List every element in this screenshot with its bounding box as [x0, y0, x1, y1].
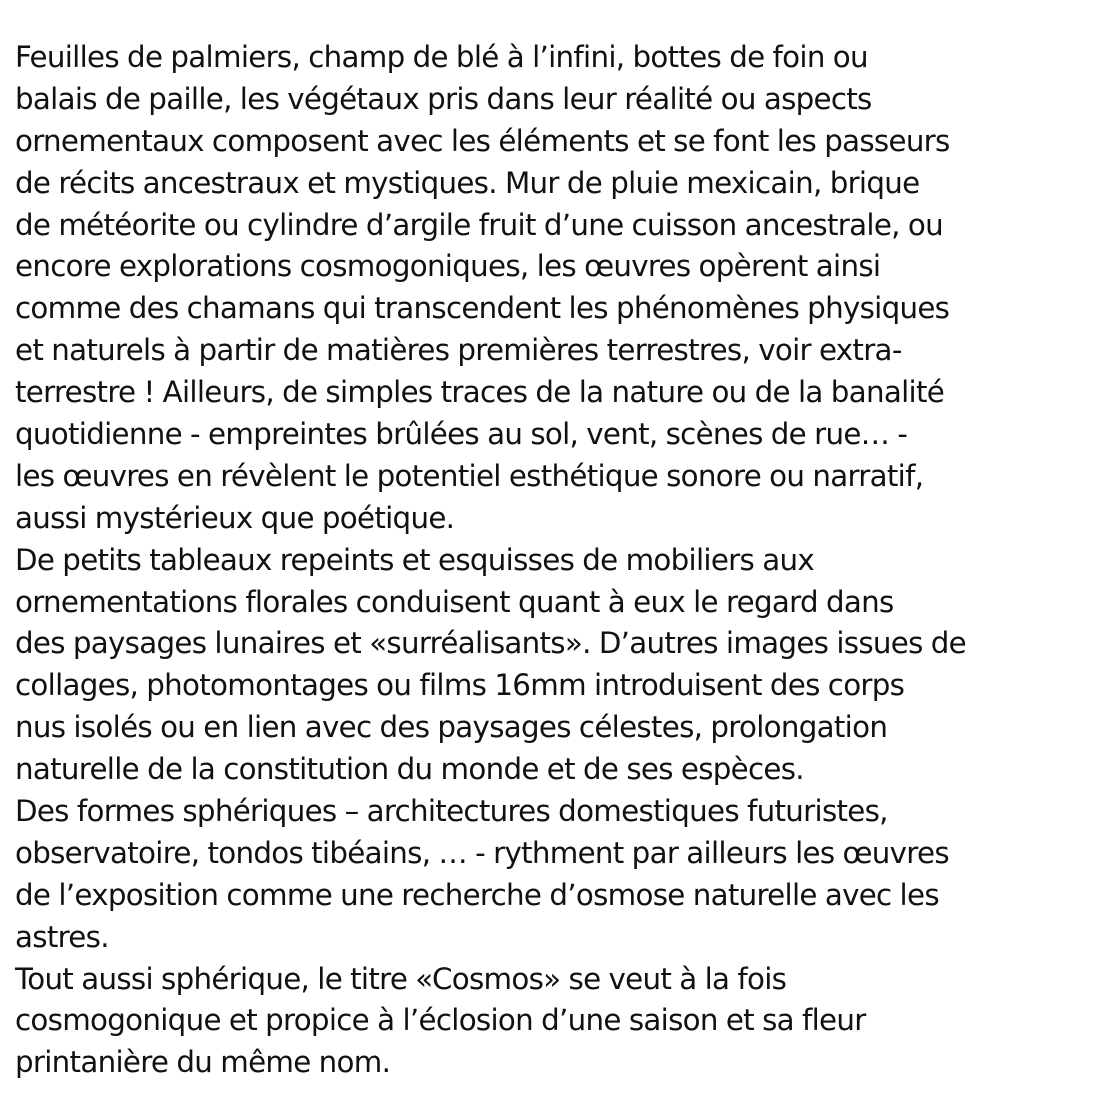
text-line: encore explorations cosmogoniques, les œuvres opèrent ainsi	[15, 249, 881, 284]
text-line: ornementations florales conduisent quant à eux le regard dans	[15, 584, 894, 619]
text-line: De petits tableaux repeints et esquisses de mobiliers aux	[15, 542, 814, 577]
text-line: naturelle de la constitution du monde et de ses espèces.	[15, 752, 804, 787]
text-line: balais de paille, les végétaux pris dans leur réalité ou aspects	[15, 81, 872, 116]
text-line: nus isolés ou en lien avec des paysages célestes, prolongation	[15, 710, 888, 745]
text-line: Des formes sphériques – architectures domestiques futuristes,	[15, 794, 888, 829]
text-line: printanière du même nom.	[15, 1045, 391, 1080]
text-line: comme des chamans qui transcendent les phénomènes physiques	[15, 291, 950, 326]
text-line: astres.	[15, 919, 109, 954]
text-line: de météorite ou cylindre d’argile fruit d’une cuisson ancestrale, ou	[15, 207, 943, 242]
text-line: de l’exposition comme une recherche d’osmose naturelle avec les	[15, 877, 939, 912]
text-line: de récits ancestraux et mystiques. Mur de pluie mexicain, brique	[15, 165, 920, 200]
text-line: aussi mystérieux que poétique.	[15, 500, 455, 535]
text-line: collages, photomontages ou films 16mm introduisent des corps	[15, 668, 905, 703]
text-line: terrestre ! Ailleurs, de simples traces de la nature ou de la banalité	[15, 375, 945, 410]
text-line: les œuvres en révèlent le potentiel esthétique sonore ou narratif,	[15, 458, 924, 493]
text-line: et naturels à partir de matières premières terrestres, voir extra-	[15, 333, 902, 368]
text-line: quotidienne - empreintes brûlées au sol, vent, scènes de rue… -	[15, 417, 908, 452]
text-line: ornementaux composent avec les éléments et se font les passeurs	[15, 123, 950, 158]
text-line: Feuilles de palmiers, champ de blé à l’infini, bottes de foin ou	[15, 40, 868, 74]
body-text	[15, 37, 1090, 1084]
text-line: des paysages lunaires et «surréalisants». D’autres images issues de	[15, 626, 966, 661]
text-line: Tout aussi sphérique, le titre «Cosmos» se veut à la fois	[15, 961, 787, 996]
text-line: cosmogonique et propice à l’éclosion d’une saison et sa fleur	[15, 1003, 866, 1038]
text-line: observatoire, tondos tibéains, … - rythment par ailleurs les œuvres	[15, 835, 949, 870]
